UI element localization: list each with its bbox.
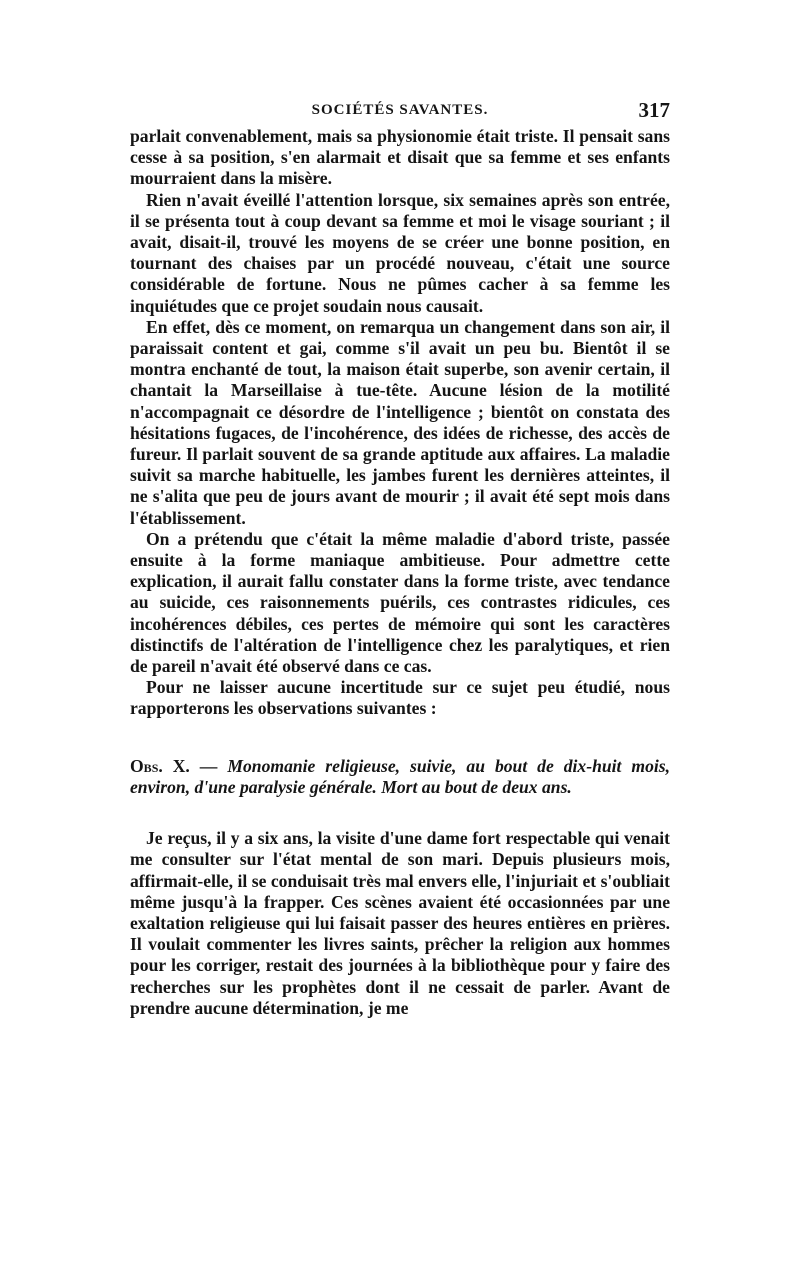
- observation-heading: [130, 756, 670, 798]
- observation-text: [130, 828, 670, 1019]
- paragraph: En effet, dès ce moment, on remarqua un changement dans son air, il paraissait content et gai, comme s'il avait un peu bu. Bientôt il se montra enchanté de tout, la maison était superbe, son avenir certain, il chantait la Marseillaise à tue-tête. Aucune lésion de la motilité n'accompagnait ce désordre de l'intelligence ; bientôt on constata des hésitations fugaces, de l'incohérence, des idées de richesse, des accès de fureur. Il parlait souvent de sa grande aptitude aux affaires. La maladie suivit sa marche habituelle, les jambes furent les dernières atteintes, il ne s'alita que peu de jours avant de mourir ; il avait été sept mois dans l'établissement.: [130, 316, 670, 528]
- page-number: 317: [638, 98, 670, 122]
- paragraph: Je reçus, il y a six ans, la visite d'une dame fort respectable qui venait me consulter sur l'état mental de son mari. Depuis plusieurs mois, affirmait-elle, il se conduisait très mal envers elle, l'injuriait et s'oubliait même jusqu'à la frapper. Ces scènes avaient été occasionnées par une exaltation religieuse qui lui faisait passer des heures entières en prières. Il voulait commenter les livres saints, prêcher la religion aux hommes pour les corriger, restait des journées à la bibliothèque pour y faire des recherches sur les prophètes dont il ne cessait de parler. Avant de prendre aucune détermination, je me: [130, 828, 670, 1018]
- paragraph-continued: parlait convenablement, mais sa physionomie était triste. Il pensait sans cesse à sa position, s'en alarmait et disait que sa femme et ses enfants mourraient dans la misère.: [130, 126, 670, 189]
- observation-title: Monomanie religieuse, suivie, au bout de dix-huit mois, environ, d'une paralysie générale. Mort au bout de deux ans.: [130, 755, 670, 797]
- paragraph: Rien n'avait éveillé l'attention lorsque, six semaines après son entrée, il se présenta tout à coup devant sa femme et moi le visage souriant ; il avait, disait-il, trouvé les moyens de se créer une bonne position, en tournant des chaises par un procédé nouveau, c'était une source considérable de fortune. Nous ne pûmes cacher à sa femme les inquiétudes que ce projet soudain nous causait.: [130, 189, 670, 316]
- running-title: SOCIÉTÉS SAVANTES.: [311, 102, 489, 118]
- paragraph: Pour ne laisser aucune incertitude sur ce sujet peu étudié, nous rapporterons les observations suivantes :: [130, 677, 670, 719]
- observation-label: Obs. X.: [130, 755, 190, 776]
- book-page: [130, 98, 670, 1019]
- paragraph: On a prétendu que c'était la même maladie d'abord triste, passée ensuite à la forme maniaque ambitieuse. Pour admettre cette explication, il aurait fallu constater dans la forme triste, avec tendance au suicide, ces raisonnements puérils, ces contrastes ridicules, ces incohérences débiles, ces pertes de mémoire qui sont les caractères distinctifs de l'altération de l'intelligence chez les paralytiques, et rien de pareil n'avait été observé dans ce cas.: [130, 528, 670, 677]
- main-text: [130, 126, 670, 720]
- running-head: [130, 98, 670, 126]
- observation-dash: —: [199, 755, 218, 776]
